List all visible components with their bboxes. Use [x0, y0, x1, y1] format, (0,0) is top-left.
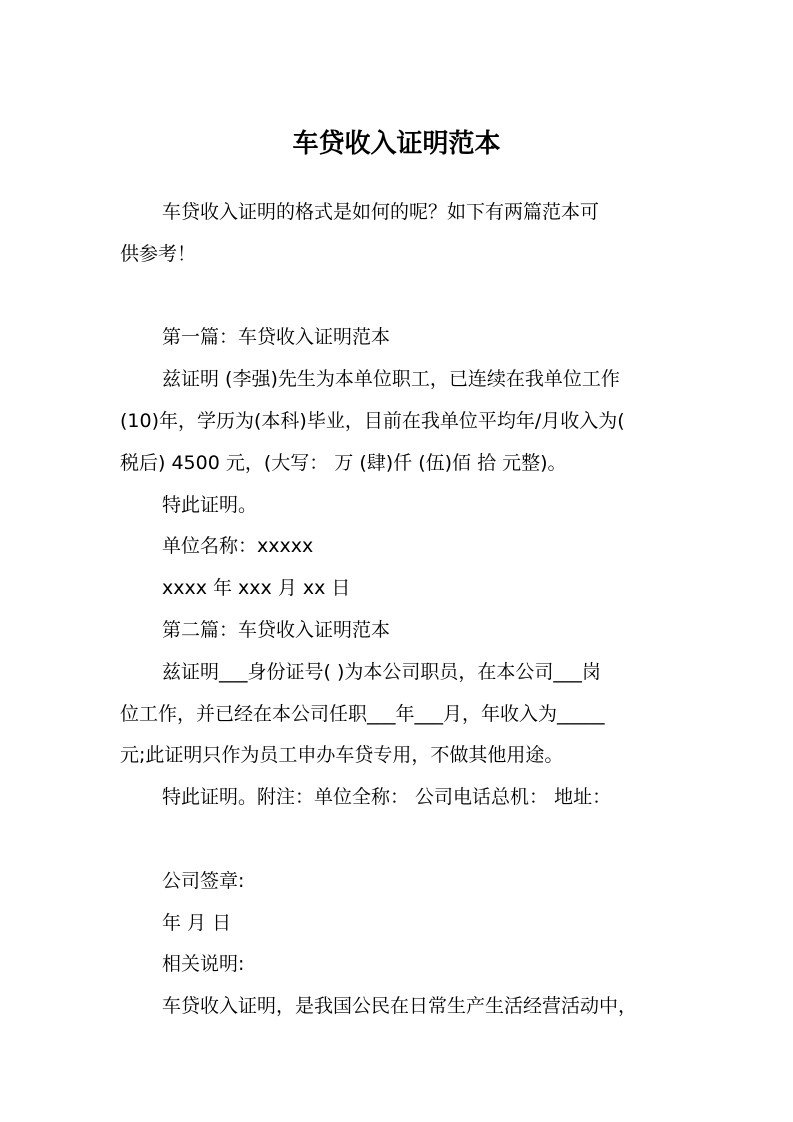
- section1-body-line: 税后) 4500 元，(大写： 万 (肆)仟 (伍)佰 拾 元整)。: [120, 451, 567, 474]
- section1-unit-name: 单位名称：xxxxx: [162, 535, 314, 558]
- document-title: 车贷收入证明范本: [292, 129, 501, 159]
- section1-body-line: 兹证明 (李强)先生为本单位职工，已连续在我单位工作: [162, 368, 620, 391]
- section2-body-line: 位工作，并已经在本公司任职___年___月，年收入为_____: [120, 702, 605, 725]
- section2-seal: 公司签章:: [162, 869, 245, 892]
- intro-line: 车贷收入证明的格式是如何的呢？如下有两篇范本可: [162, 201, 600, 223]
- intro-line: 供参考！: [120, 242, 197, 265]
- section1-date: xxxx 年 xxx 月 xx 日: [162, 577, 351, 600]
- section1-heading: 第一篇：车贷收入证明范本: [162, 326, 391, 349]
- section2-body-line: 元;此证明只作为员工申办车贷专用，不做其他用途。: [120, 744, 564, 767]
- blank-line: [120, 276, 680, 318]
- notes-heading: 相关说明:: [162, 953, 245, 976]
- document-body: [120, 192, 680, 1028]
- section2-body-line: 兹证明___身份证号( )为本公司职员，在本公司___岗: [162, 660, 601, 683]
- blank-line: [120, 819, 680, 861]
- section2-date: 年 月 日: [162, 911, 232, 934]
- section1-body-line: (10)年，学历为(本科)毕业，目前在我单位平均年/月收入为(: [120, 409, 625, 432]
- section1-body: [120, 359, 680, 484]
- section2-certify-note: 特此证明。附注：单位全称： 公司电话总机： 地址：: [162, 786, 612, 809]
- section1-certify: 特此证明。: [162, 493, 258, 516]
- section2-heading: 第二篇：车贷收入证明范本: [162, 618, 391, 641]
- notes-line: 车贷收入证明，是我国公民在日常生产生活经营活动中，: [162, 995, 638, 1018]
- intro-paragraph: [120, 192, 680, 276]
- section2-body: [120, 652, 680, 777]
